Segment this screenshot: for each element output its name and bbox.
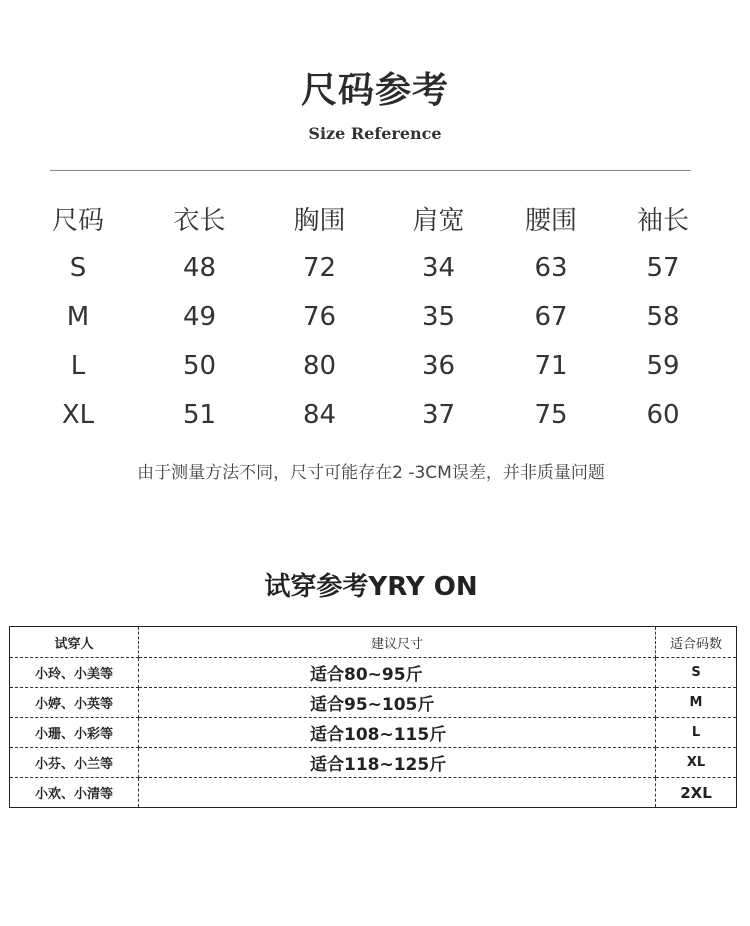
table-cell: 59: [646, 350, 680, 381]
table-row: [18, 243, 723, 292]
table-cell: 57: [646, 252, 680, 283]
table-row: [18, 292, 723, 341]
size-label: S: [69, 252, 87, 283]
size-label: L: [70, 350, 86, 381]
table-row: [10, 748, 737, 778]
table-row: [18, 390, 723, 439]
column-header: 尺码: [51, 206, 104, 236]
size-label: XL: [61, 399, 95, 430]
try-on-people: 小珊、小彩等: [10, 718, 139, 748]
column-header: 肩宽: [412, 206, 465, 236]
try-on-header-row: [10, 627, 737, 658]
table-cell: 35: [421, 301, 456, 332]
table-row: [10, 688, 737, 718]
try-on-table: [9, 626, 737, 808]
try-on-people: 小玲、小美等: [10, 658, 139, 688]
table-cell: 60: [646, 399, 680, 430]
try-on-title: 试穿参考YRY ON: [264, 572, 478, 602]
page-title: 尺码参考: [300, 70, 449, 111]
table-cell: 63: [534, 252, 568, 283]
fit-size: S: [656, 658, 737, 688]
column-header: 建议尺寸: [139, 627, 656, 658]
table-row: [10, 658, 737, 688]
column-header: 胸围: [293, 206, 346, 236]
recommended-size: [139, 778, 656, 808]
column-header: 袖长: [636, 206, 689, 236]
try-on-people: 小欢、小清等: [10, 778, 139, 808]
measurement-note: 由于测量方法不同，尺寸可能存在2 -3CM误差，并非质量问题: [137, 463, 605, 483]
table-cell: 36: [421, 350, 456, 381]
fit-size: XL: [656, 748, 737, 778]
fit-size: M: [656, 688, 737, 718]
table-cell: 37: [421, 399, 456, 430]
fit-size: 2XL: [656, 778, 737, 808]
table-cell: 58: [646, 301, 680, 332]
table-cell: 48: [182, 252, 217, 283]
size-label: M: [66, 301, 90, 332]
table-cell: 67: [534, 301, 568, 332]
try-on-people: 小婷、小英等: [10, 688, 139, 718]
size-chart: [18, 194, 723, 439]
column-header: 适合码数: [656, 627, 737, 658]
column-header: 试穿人: [10, 627, 139, 658]
column-header: 腰围: [524, 206, 577, 236]
table-cell: 51: [182, 399, 217, 430]
size-chart-header: [18, 194, 723, 243]
page-subtitle: Size Reference: [308, 124, 442, 143]
table-cell: 72: [302, 252, 337, 283]
table-cell: 34: [421, 252, 456, 283]
column-header: 衣长: [173, 206, 226, 236]
fit-size: L: [656, 718, 737, 748]
recommended-size: 适合108~115斤: [139, 718, 656, 748]
table-row: [10, 778, 737, 808]
table-cell: 76: [302, 301, 337, 332]
table-cell: 71: [534, 350, 568, 381]
table-cell: 84: [302, 399, 337, 430]
table-cell: 49: [182, 301, 217, 332]
recommended-size: 适合80~95斤: [139, 658, 656, 688]
table-row: [18, 341, 723, 390]
recommended-size: 适合95~105斤: [139, 688, 656, 718]
divider: [50, 170, 691, 171]
try-on-people: 小芬、小兰等: [10, 748, 139, 778]
table-cell: 50: [182, 350, 217, 381]
recommended-size: 适合118~125斤: [139, 748, 656, 778]
table-cell: 75: [534, 399, 568, 430]
table-cell: 80: [302, 350, 337, 381]
table-row: [10, 718, 737, 748]
